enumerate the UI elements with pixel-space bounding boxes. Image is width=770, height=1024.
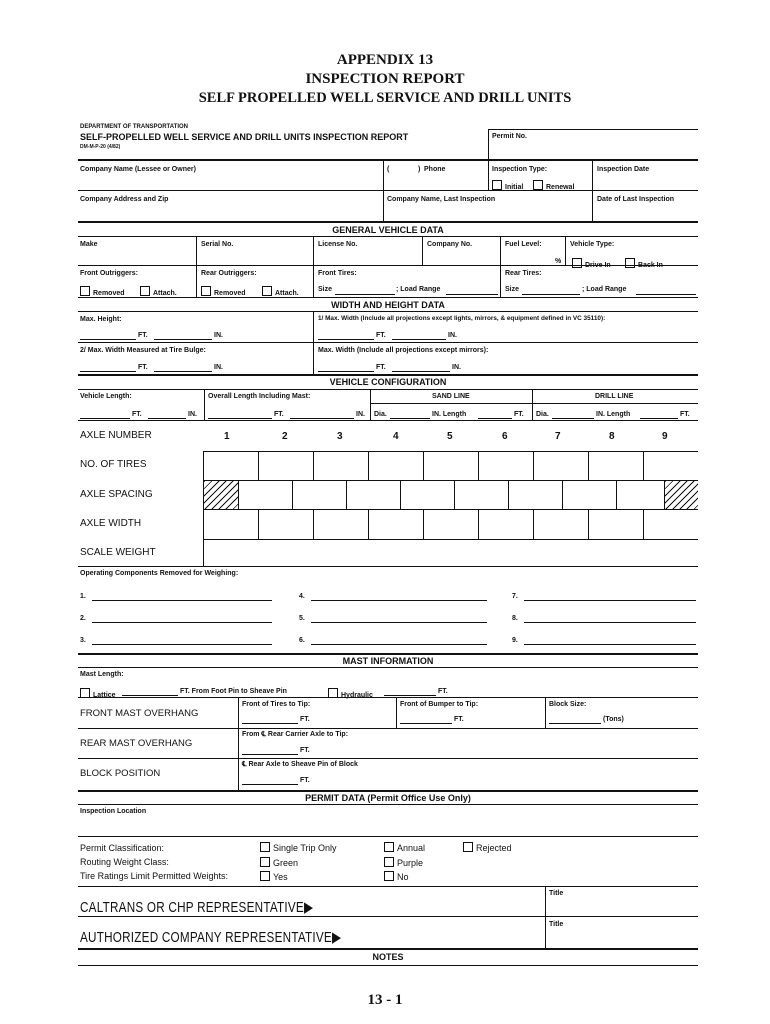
renewal-checkbox[interactable]: Renewal: [533, 180, 574, 191]
front-tires-load-range[interactable]: ; Load Range: [396, 286, 441, 293]
drill-line-length[interactable]: IN. Length: [596, 411, 631, 418]
permit-no-field[interactable]: Permit No.: [492, 133, 528, 140]
caltrans-title-field[interactable]: Title: [549, 890, 564, 897]
drill-line-dia[interactable]: Dia.: [536, 411, 549, 418]
form-title: SELF-PROPELLED WELL SERVICE AND DRILL UNITS INSPECTION REPORT: [80, 132, 409, 142]
date-last-inspection-field[interactable]: Date of Last Inspection: [597, 196, 675, 203]
axle-number-4: 4: [393, 431, 399, 442]
company-signature-line[interactable]: AUTHORIZED COMPANY REPRESENTATIVE▶: [80, 929, 342, 946]
initial-checkbox[interactable]: Initial: [492, 180, 523, 191]
component-8-line[interactable]: [524, 622, 696, 623]
component-4-line[interactable]: [311, 600, 487, 601]
vehicle-length-field[interactable]: Vehicle Length:: [80, 393, 132, 400]
operating-components-label: Operating Components Removed for Weighing:: [80, 570, 239, 577]
company-name-field[interactable]: Company Name (Lessee or Owner): [80, 166, 196, 173]
axle-number-8: 8: [609, 431, 615, 442]
sand-line-length[interactable]: IN. Length: [432, 411, 467, 418]
notes-line[interactable]: [78, 965, 698, 966]
serial-no-field[interactable]: Serial No.: [201, 241, 234, 248]
mast-length-label: Mast Length:: [80, 671, 124, 678]
permit-classification-label: Permit Classification:: [80, 843, 165, 853]
rejected-checkbox[interactable]: Rejected: [463, 842, 512, 853]
tire-bulge-width-field[interactable]: 2/ Max. Width Measured at Tire Bulge:: [80, 347, 206, 354]
axle-number-label: AXLE NUMBER: [80, 430, 152, 441]
department-label: DEPARTMENT OF TRANSPORTATION: [80, 124, 188, 130]
company-title-field[interactable]: Title: [549, 921, 564, 928]
rear-axle-tip-field[interactable]: From ℄ Rear Carrier Axle to Tip:: [242, 731, 349, 738]
phone-field[interactable]: Phone: [424, 166, 446, 173]
component-1-line[interactable]: [92, 600, 272, 601]
rear-mast-overhang-label: REAR MAST OVERHANG: [80, 738, 193, 749]
component-7-line[interactable]: [524, 600, 696, 601]
overall-length-field[interactable]: Overall Length Including Mast:: [208, 393, 311, 400]
axle-number-9: 9: [662, 431, 668, 442]
fuel-level-field[interactable]: Fuel Level:: [505, 241, 542, 248]
axle-width-label: AXLE WIDTH: [80, 518, 142, 529]
company-no-field[interactable]: Company No.: [427, 241, 473, 248]
rear-removed-checkbox[interactable]: Removed: [201, 286, 246, 297]
rear-tires-size[interactable]: Size: [505, 286, 520, 293]
no-of-tires-label: NO. OF TIRES: [80, 459, 147, 470]
form-number: DM-M-P-20 (4/82): [80, 144, 121, 150]
company-last-inspection-field[interactable]: Company Name, Last Inspection: [387, 196, 496, 203]
lattice-checkbox[interactable]: Lattice: [80, 688, 116, 699]
annual-checkbox[interactable]: Annual: [384, 842, 425, 853]
axle-spacing-hatch-left: [204, 481, 238, 509]
inspection-date-field[interactable]: Inspection Date: [597, 166, 650, 173]
drill-line-label: DRILL LINE: [595, 393, 634, 400]
rear-outriggers-label: Rear Outriggers:: [201, 270, 257, 277]
company-address-field[interactable]: Company Address and Zip: [80, 196, 169, 203]
block-position-label: BLOCK POSITION: [80, 768, 161, 779]
report-subtitle: SELF PROPELLED WELL SERVICE AND DRILL UNITS: [198, 90, 572, 106]
axle-number-7: 7: [555, 431, 561, 442]
appendix-title: APPENDIX 13: [336, 52, 434, 68]
sand-line-dia[interactable]: Dia.: [374, 411, 387, 418]
single-trip-checkbox[interactable]: Single Trip Only: [260, 842, 337, 853]
front-attach-checkbox[interactable]: Attach.: [140, 286, 177, 297]
page-number: 13 - 1: [367, 992, 403, 1008]
hydraulic-checkbox[interactable]: Hydraulic: [328, 688, 373, 699]
rear-tires-load-range[interactable]: ; Load Range: [582, 286, 627, 293]
tire-ratings-label: Tire Ratings Limit Permitted Weights:: [80, 871, 229, 881]
inspection-location-field[interactable]: Inspection Location: [80, 808, 147, 815]
axle-number-1: 1: [224, 431, 230, 442]
vehicle-configuration-header: VEHICLE CONFIGURATION: [329, 377, 447, 387]
arrow-right-icon: ▶: [331, 929, 342, 946]
inspection-type-label: Inspection Type:: [492, 166, 548, 173]
mast-information-header: MAST INFORMATION: [342, 656, 434, 666]
front-tires-size[interactable]: Size: [318, 286, 333, 293]
green-checkbox[interactable]: Green: [260, 857, 298, 868]
front-removed-checkbox[interactable]: Removed: [80, 286, 125, 297]
vehicle-type-label: Vehicle Type:: [570, 241, 615, 248]
back-in-checkbox[interactable]: Back In: [625, 258, 663, 269]
axle-number-3: 3: [337, 431, 343, 442]
component-2-line[interactable]: [92, 622, 272, 623]
max-height-field[interactable]: Max. Height:: [80, 316, 122, 323]
rear-sheave-field[interactable]: ℄ Rear Axle to Sheave Pin of Block: [242, 761, 358, 768]
front-bumper-tip-field[interactable]: Front of Bumper to Tip:: [400, 701, 479, 708]
axle-number-5: 5: [447, 431, 453, 442]
make-field[interactable]: Make: [80, 241, 98, 248]
component-3-line[interactable]: [92, 644, 272, 645]
component-5-line[interactable]: [311, 622, 487, 623]
component-6-line[interactable]: [311, 644, 487, 645]
front-mast-overhang-label: FRONT MAST OVERHANG: [80, 708, 199, 719]
tire-no-checkbox[interactable]: No: [384, 871, 409, 882]
rear-tires-label: Rear Tires:: [505, 270, 542, 277]
arrow-right-icon: ▶: [303, 899, 314, 916]
max-width-note-1[interactable]: 1/ Max. Width (Include all projections except lights, mirrors, & equipment defined in VC 35110):: [318, 315, 606, 322]
rear-attach-checkbox[interactable]: Attach.: [262, 286, 299, 297]
caltrans-signature-line[interactable]: CALTRANS OR CHP REPRESENTATIVE▶: [80, 899, 314, 916]
drive-in-checkbox[interactable]: Drive In: [572, 258, 611, 269]
notes-header: NOTES: [372, 952, 404, 962]
license-no-field[interactable]: License No.: [318, 241, 358, 248]
purple-checkbox[interactable]: Purple: [384, 857, 423, 868]
front-tires-tip-field[interactable]: Front of Tires to Tip:: [242, 701, 311, 708]
axle-spacing-label: AXLE SPACING: [80, 489, 153, 500]
component-9-line[interactable]: [524, 644, 696, 645]
permit-data-header: PERMIT DATA (Permit Office Use Only): [305, 793, 471, 803]
tire-yes-checkbox[interactable]: Yes: [260, 871, 288, 882]
axle-number-2: 2: [282, 431, 288, 442]
block-size-field[interactable]: Block Size:: [549, 701, 587, 708]
max-width-mirrors-field[interactable]: Max. Width (Include all projections except mirrors):: [318, 347, 489, 354]
general-vehicle-data-header: GENERAL VEHICLE DATA: [332, 225, 444, 235]
front-tires-label: Front Tires:: [318, 270, 357, 277]
report-title: INSPECTION REPORT: [305, 71, 465, 87]
routing-weight-label: Routing Weight Class:: [80, 857, 169, 867]
front-outriggers-label: Front Outriggers:: [80, 270, 138, 277]
sand-line-label: SAND LINE: [432, 393, 470, 400]
scale-weight-label: SCALE WEIGHT: [80, 547, 156, 558]
axle-number-6: 6: [502, 431, 508, 442]
axle-spacing-hatch-right: [665, 481, 698, 509]
width-height-header: WIDTH AND HEIGHT DATA: [331, 300, 445, 310]
